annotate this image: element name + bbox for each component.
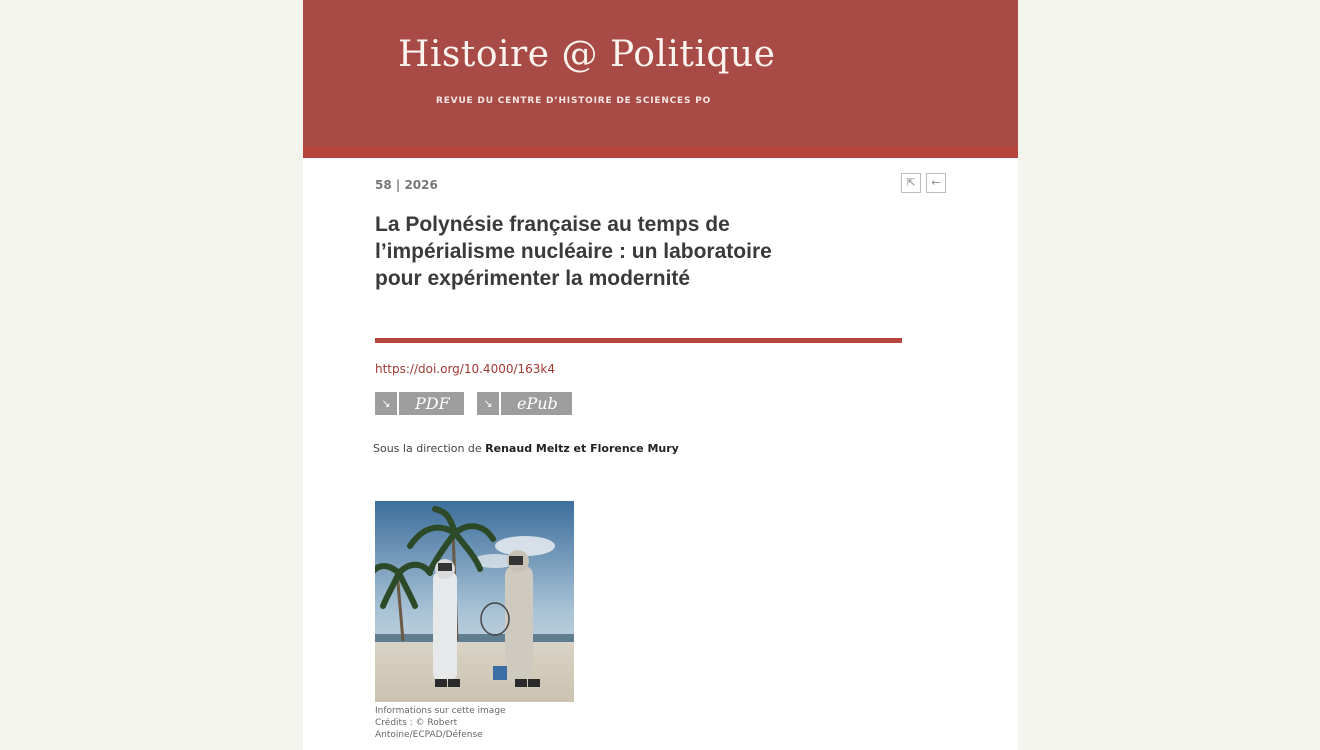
article-title: La Polynésie française au temps de l’impérialisme nucléaire : un laboratoire pour expérimenter la modernité bbox=[375, 213, 772, 290]
doi-link[interactable]: https://doi.org/10.4000/163k4 bbox=[375, 362, 555, 376]
arrow-left-icon: ← bbox=[931, 176, 941, 189]
cover-image[interactable] bbox=[375, 501, 574, 702]
editors-line bbox=[373, 442, 679, 455]
page-container bbox=[303, 0, 1018, 750]
arrow-up-left-icon: ⇱ bbox=[906, 176, 916, 189]
pdf-download-button[interactable] bbox=[375, 392, 464, 415]
image-credit bbox=[375, 705, 555, 741]
pdf-label: PDF bbox=[399, 392, 464, 415]
issue-number[interactable]: 58 | 2026 bbox=[375, 178, 438, 192]
epub-download-button[interactable] bbox=[477, 392, 572, 415]
site-title[interactable]: Histoire @ Politique bbox=[398, 34, 776, 75]
navigate-back-button[interactable] bbox=[926, 173, 946, 193]
download-arrow-icon: ↘ bbox=[477, 392, 499, 415]
title-divider bbox=[375, 338, 902, 343]
site-header bbox=[303, 0, 1018, 146]
header-accent-band bbox=[303, 146, 1018, 158]
site-subtitle: REVUE DU CENTRE D’HISTOIRE DE SCIENCES PO bbox=[436, 96, 712, 106]
download-arrow-icon: ↘ bbox=[375, 392, 397, 415]
editors-names[interactable]: Renaud Meltz et Florence Mury bbox=[485, 442, 679, 455]
editors-prefix: Sous la direction de bbox=[373, 442, 482, 455]
image-info-label[interactable]: Informations sur cette image bbox=[375, 706, 506, 716]
navigate-up-button[interactable] bbox=[901, 173, 921, 193]
epub-label: ePub bbox=[501, 392, 572, 415]
image-credit-text: Crédits : © Robert Antoine/ECPAD/Défense bbox=[375, 718, 483, 740]
